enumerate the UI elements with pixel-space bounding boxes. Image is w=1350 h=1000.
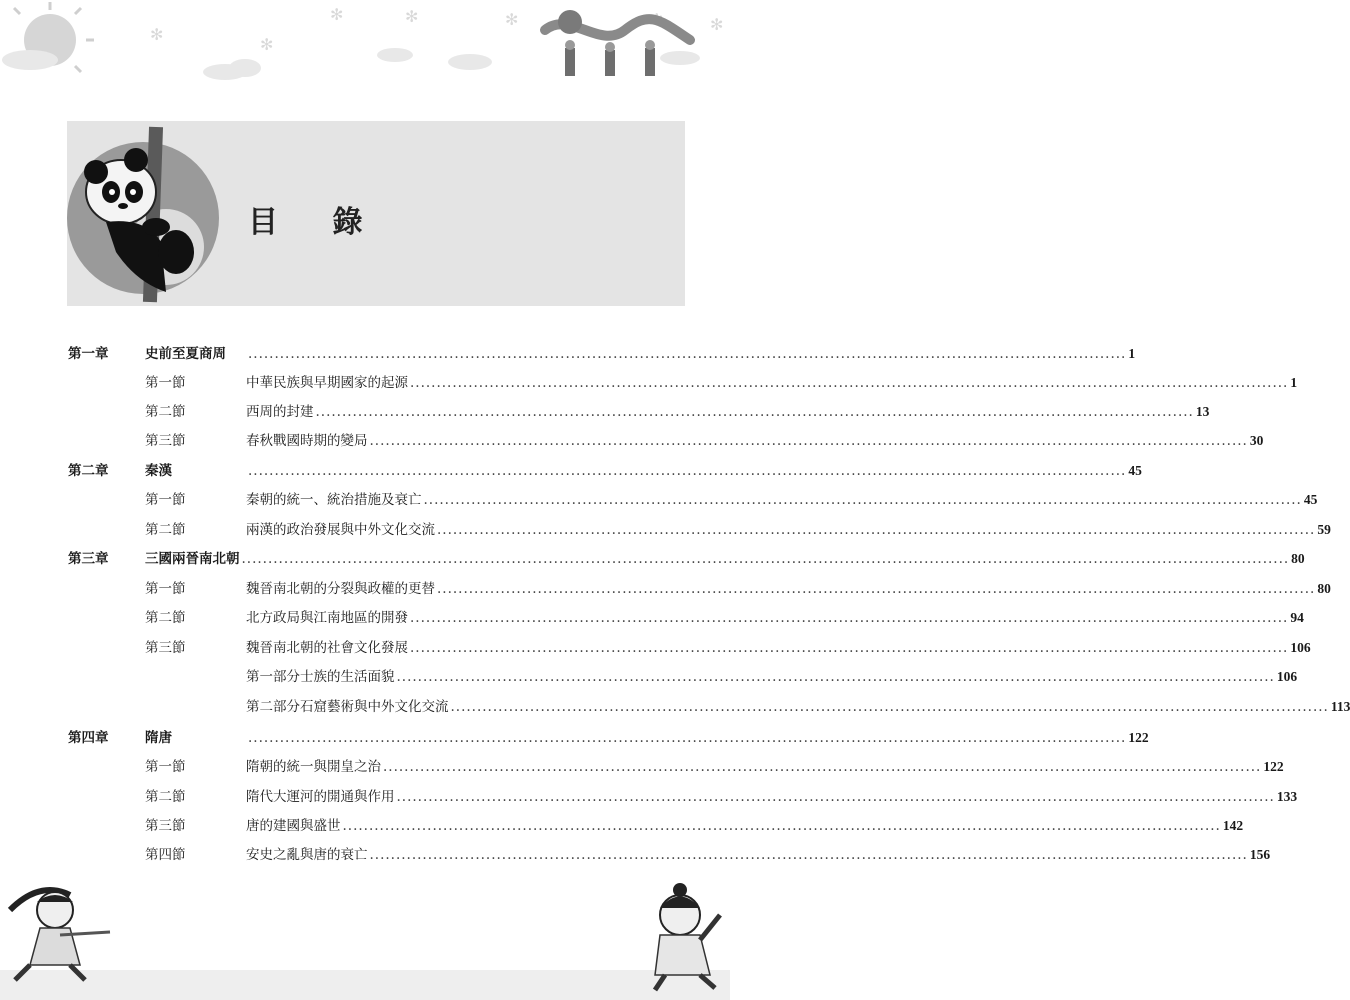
section-label: 第二節 [145,789,186,805]
swordsman-left-icon [10,890,110,980]
toc-section-row[interactable]: 第四節 安史之亂與唐的衰亡 ...................................................................................................................................................................... 156 [0,844,730,866]
section-label: 第二節 [145,522,186,538]
page-number: 1 [1128,346,1136,361]
section-label: 第二節 [145,610,186,626]
toc-chapter-row[interactable]: 第四章 隋唐 ...................................................................................................................................................................... 122 [0,727,730,749]
svg-text:✻: ✻ [710,15,724,34]
page-number: 142 [1222,818,1244,833]
page-number: 113 [1330,699,1350,714]
section-title: 魏晉南北朝的分裂與政權的更替 [246,581,435,597]
toc-subsection-row[interactable]: 第一部分 士族的生活面貌 ...................................................................................................................................................................... 106 [0,666,730,688]
page-number: 156 [1249,847,1271,862]
page-number: 94 [1290,610,1304,625]
page-number: 133 [1276,789,1298,804]
subsection-label: 第二部分 [246,699,300,715]
section-label: 第一節 [145,375,186,391]
section-title: 隋朝的統一與開皇之治 [246,759,381,775]
section-title: 隋代大運河的開通與作用 [246,789,395,805]
subsection-title: 士族的生活面貌 [300,669,395,685]
section-title: 春秋戰國時期的變局 [246,433,368,449]
chapter-title: 隋唐 [145,730,172,746]
svg-text:✻: ✻ [405,7,419,26]
chapter-label: 第一章 [68,346,109,362]
svg-text:✻: ✻ [260,35,274,54]
section-title: 中華民族與早期國家的起源 [246,375,408,391]
toc-section-row[interactable]: 第二節 西周的封建 ...................................................................................................................................................................... 13 [0,401,730,423]
page-number: 106 [1290,640,1311,655]
toc-section-row[interactable]: 第一節 隋朝的統一與開皇之治 ...................................................................................................................................................................... 122 [0,756,730,778]
section-title: 安史之亂與唐的衰亡 [246,847,368,863]
section-label: 第三節 [145,818,186,834]
page-number: 80 [1291,551,1305,566]
toc-subsection-row[interactable]: 第二部分 石窟藝術與中外文化交流 ...................................................................................................................................................................... 113 [0,696,730,718]
page-title: 目 錄 [248,205,385,240]
page-number: 45 [1303,492,1318,507]
page-number: 80 [1317,581,1331,596]
section-title: 兩漢的政治發展與中外文化交流 [246,522,435,538]
svg-text:✻: ✻ [650,10,664,29]
page-number: 13 [1195,404,1210,419]
chapter-label: 第三章 [68,551,109,567]
chapter-label: 第四章 [68,730,109,746]
section-label: 第一節 [145,581,186,597]
chapter-label: 第二章 [68,463,109,479]
section-label: 第三節 [145,433,186,449]
subsection-title: 石窟藝術與中外文化交流 [300,699,449,715]
page-number: 1 [1290,375,1298,390]
bottom-decoration [0,870,730,1000]
svg-text:✻: ✻ [150,25,164,44]
page-number: 122 [1263,759,1284,774]
toc-section-row[interactable]: 第一節 秦朝的統一、統治措施及衰亡 ...................................................................................................................................................................... 45 [0,489,730,511]
section-label: 第一節 [145,492,186,508]
section-label: 第一節 [145,759,186,775]
page-number: 106 [1276,669,1298,684]
section-title: 北方政局與江南地區的開發 [246,610,408,626]
toc-section-row[interactable]: 第三節 春秋戰國時期的變局 ...................................................................................................................................................................... 30 [0,430,730,452]
toc-section-row[interactable]: 第一節 中華民族與早期國家的起源 ...................................................................................................................................................................... 1 [0,372,730,394]
toc-section-row[interactable]: 第三節 魏晉南北朝的社會文化發展 ...................................................................................................................................................................... 106 [0,637,730,659]
toc-section-row[interactable]: 第三節 唐的建國與盛世 ...................................................................................................................................................................... 142 [0,815,730,837]
toc-section-row[interactable]: 第二節 兩漢的政治發展與中外文化交流 ...................................................................................................................................................................... 59 [0,519,730,541]
toc-section-row[interactable]: 第二節 北方政局與江南地區的開發 ...................................................................................................................................................................... 94 [0,607,730,629]
section-label: 第三節 [145,640,186,656]
page-number: 59 [1317,522,1331,537]
page-number: 122 [1128,730,1149,745]
page-number: 30 [1249,433,1264,448]
section-title: 魏晉南北朝的社會文化發展 [246,640,408,656]
section-title: 唐的建國與盛世 [246,818,341,834]
chapter-title: 秦漢 [145,463,172,479]
section-title: 西周的封建 [246,404,314,420]
toc-chapter-row[interactable]: 第二章 秦漢 ...................................................................................................................................................................... 45 [0,460,730,482]
chapter-title: 三國兩晉南北朝 [145,551,240,567]
section-label: 第二節 [145,404,186,420]
toc-section-row[interactable]: 第二節 隋代大運河的開通與作用 ...................................................................................................................................................................... 133 [0,786,730,808]
toc-chapter-row[interactable]: 第一章 史前至夏商周 ...................................................................................................................................................................... 1 [0,343,730,365]
svg-text:✻: ✻ [330,5,344,24]
page-number: 45 [1128,463,1142,478]
toc-chapter-row[interactable]: 第三章 三國兩晉南北朝 ...................................................................................................................................................................................................... 80 [0,548,730,570]
toc-section-row[interactable]: 第一節 魏晉南北朝的分裂與政權的更替 ...................................................................................................................................................................... 80 [0,578,730,600]
chapter-title: 史前至夏商周 [145,346,226,362]
subsection-label: 第一部分 [246,669,300,685]
swordsman-right-icon [655,883,720,990]
section-title: 秦朝的統一、統治措施及衰亡 [246,492,422,508]
svg-text:✻: ✻ [505,10,519,29]
section-label: 第四節 [145,847,186,863]
